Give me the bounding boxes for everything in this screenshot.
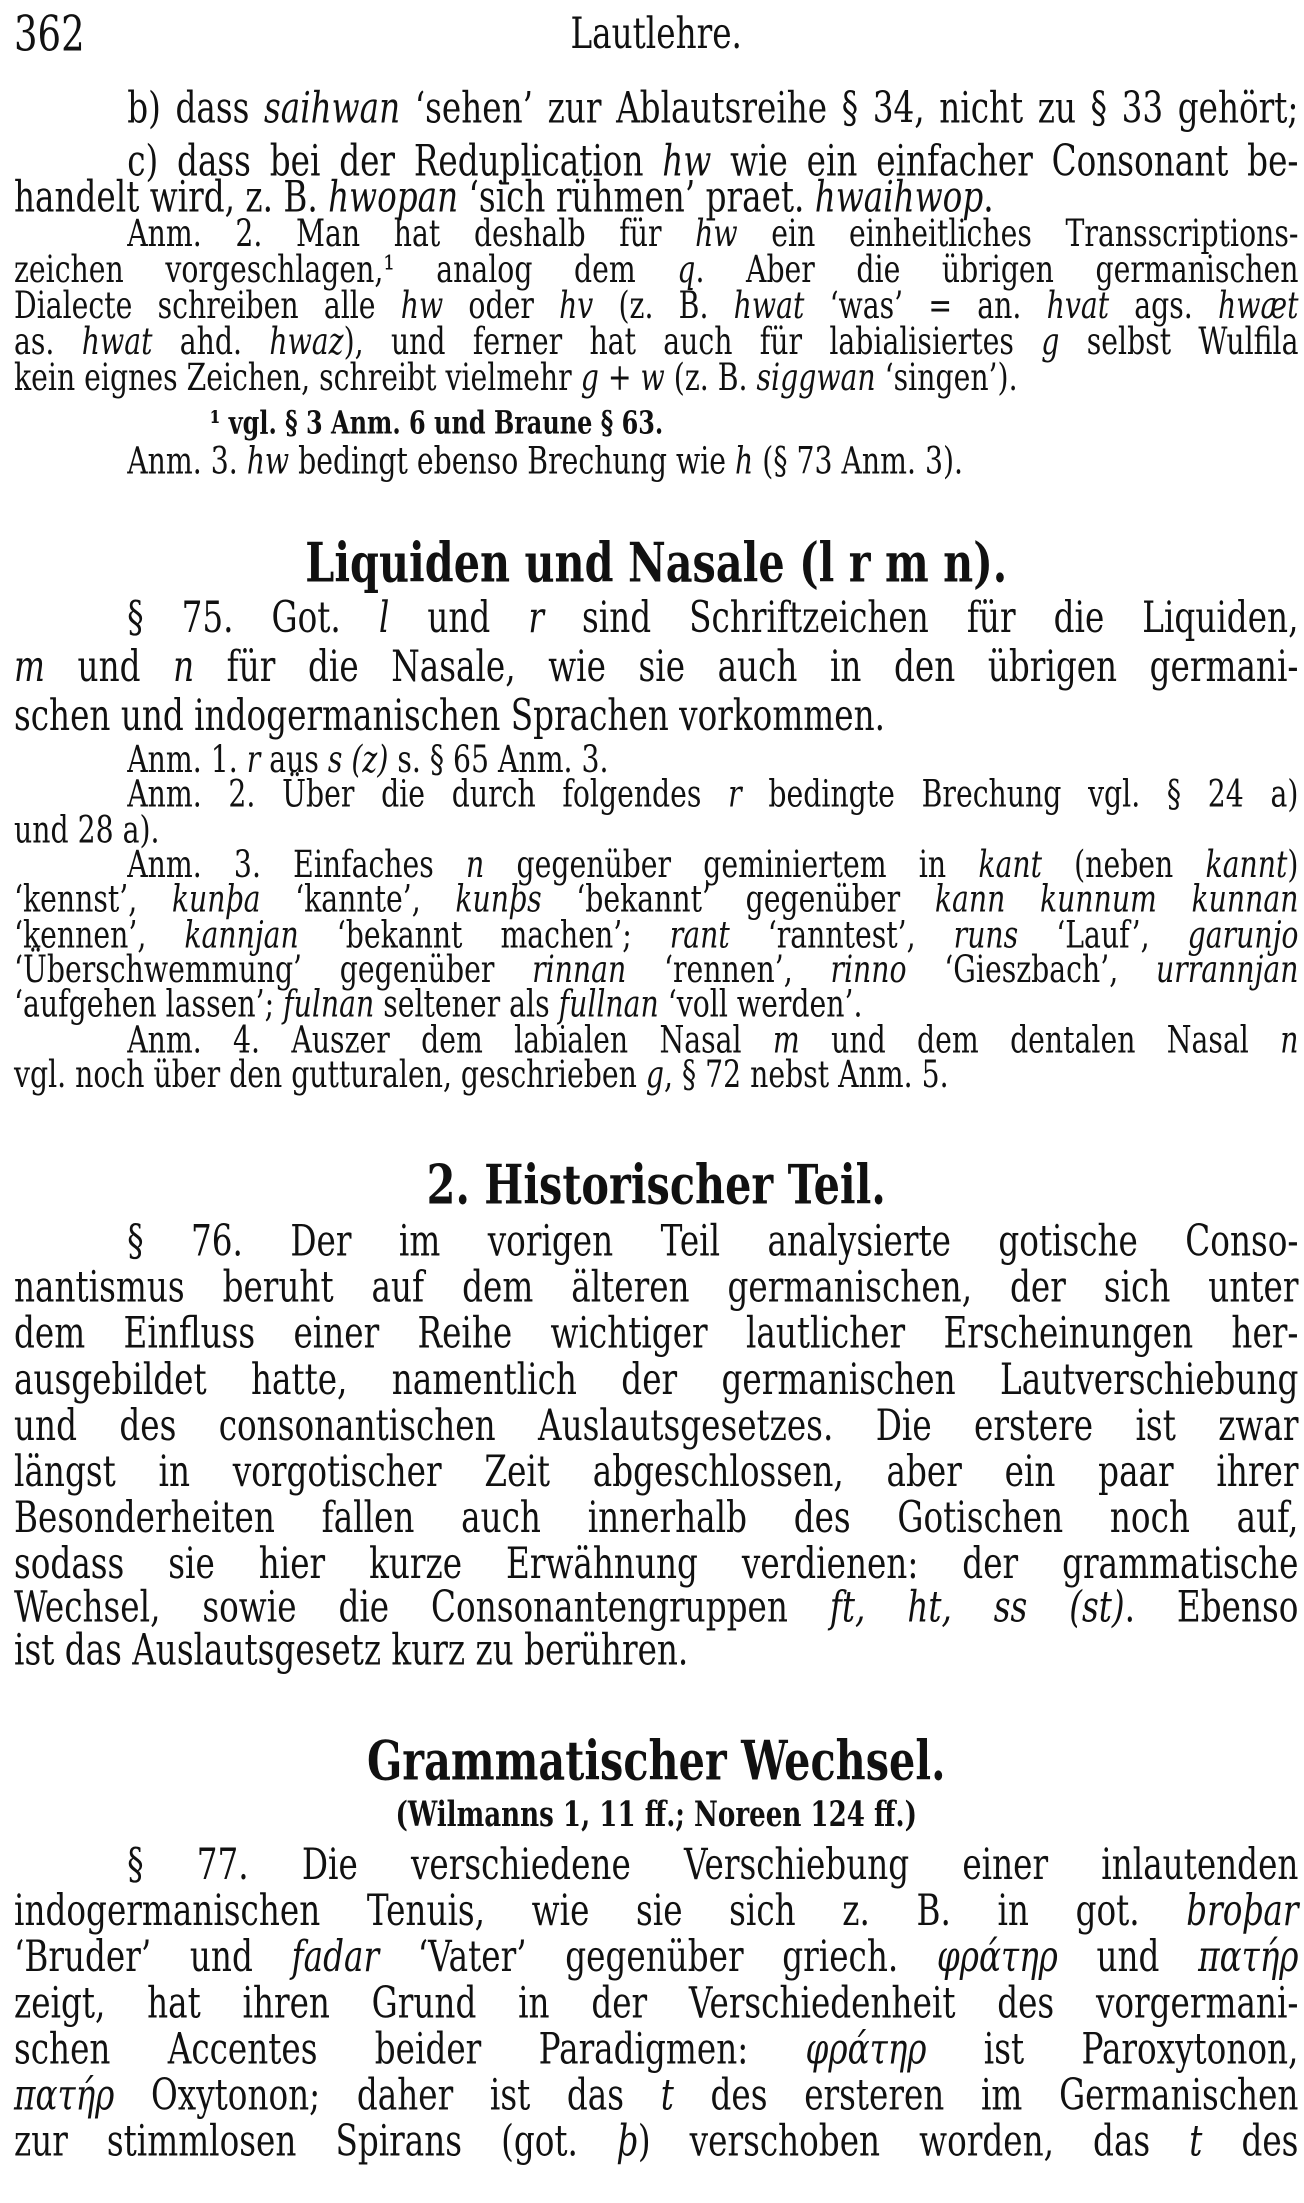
italic-term: n (1280, 1019, 1299, 1063)
section-reference: (Wilmanns 1, 11 ff.; Noreen 124 ff.) (395, 1792, 917, 1835)
italic-term: s (z) (327, 738, 389, 782)
paragraph-line: § 75. Got. l und r sind Schriftzeichen für die Liquiden, (127, 593, 1299, 644)
paragraph-line: sodass sie hier kurze Erwähnung verdienen: der grammatische (14, 1539, 1299, 1590)
note-line: Anm. 4. Auszer dem labialen Nasal m und dem dentalen Nasal n (127, 1019, 1299, 1063)
paragraph-line: dem Einfluss einer Reihe wichtiger lautlicher Erscheinungen her- (14, 1308, 1299, 1360)
note-line: kein eignes Zeichen, schreibt vielmehr g + w (z. B. siggwan ‘singen’). (14, 357, 1018, 401)
italic-term: rinno (830, 948, 907, 993)
paragraph-line: nantismus beruht auf dem älteren germanischen, der sich unter (14, 1262, 1299, 1314)
italic-term: φράτηρ (936, 1932, 1058, 1983)
paragraph-line: schen und indogermanischen Sprachen vorkommen. (14, 691, 886, 742)
paragraph-line: ausgebildet hatte, namentlich der germanischen Lautverschiebung (14, 1354, 1299, 1406)
note-line: as. hwat ahd. hwaz), und ferner hat auch für labialisiertes g selbst Wulfila (14, 321, 1299, 365)
italic-term: hwaz (269, 321, 344, 365)
italic-term: πατήρ (14, 2070, 115, 2121)
italic-term: g (645, 1053, 664, 1098)
italic-term: hwæt (1218, 285, 1299, 329)
paragraph-line: zur stimmlosen Spirans (got. þ) verschoben worden, das t des (14, 2116, 1299, 2168)
note-line: Dialecte schreiben alle hw oder hv (z. B. hwat ‘was’ = an. hvat ags. hwæt (14, 285, 1299, 329)
italic-term: rant (669, 914, 730, 958)
italic-term: kunþa (171, 878, 261, 922)
running-head (14, 6, 1298, 75)
note-line: ‘Überschwemmung’ gegenüber rinnan ‘rennen’, rinno ‘Gieszbach’, urrannjan (14, 948, 1299, 993)
italic-term: hwat (733, 285, 805, 329)
italic-term: r (528, 593, 544, 644)
italic-term: w (640, 357, 665, 401)
italic-term: q (677, 249, 696, 293)
italic-term: g (580, 357, 599, 401)
italic-term: kunþs (455, 878, 542, 922)
italic-term: φράτηρ (805, 2024, 927, 2075)
paragraph-line: πατήρ Oxytonon; daher ist das t des ersteren im Germanischen (14, 2070, 1299, 2121)
note-line: Anm. 3. Einfaches n gegenüber geminiertem in kant (neben kannt) (127, 843, 1299, 887)
italic-term: hvat (1046, 285, 1110, 329)
note-line: Anm. 2. Man hat deshalb für hw ein einheitliches Transscriptions- (127, 213, 1299, 257)
italic-term: fullnan (558, 983, 659, 1027)
italic-term: hwaihwop (814, 172, 984, 224)
page-number: 362 (14, 6, 85, 64)
italic-term: hw (400, 285, 444, 329)
paragraph-line: und des consonantischen Auslautsgesetzes. Die erstere ist zwar (14, 1400, 1299, 1452)
footnote: ¹ vgl. § 3 Anm. 6 und Braune § 63. (209, 404, 664, 443)
italic-term: l (378, 593, 390, 644)
italic-term: kannt (1205, 843, 1288, 887)
note-line: ‘kennst’, kunþa ‘kannte’, kunþs ‘bekannt’ gegenüber kann kunnum kunnan (14, 878, 1299, 922)
italic-term: urrannjan (1155, 948, 1299, 993)
section-heading: Grammatischer Wechsel. (366, 1727, 946, 1793)
paragraph-line: Besonderheiten fallen auch innerhalb des Gotischen noch auf, (14, 1493, 1299, 1544)
italic-term: hw (246, 440, 290, 484)
italic-term: m (772, 1019, 800, 1063)
italic-term: r (246, 738, 261, 782)
paragraph-line: handelt wird, z. B. hwopan ‘sich rühmen’ praet. hwaihwop. (14, 172, 994, 224)
italic-term: t (660, 2070, 674, 2121)
italic-term: m (14, 642, 45, 693)
paragraph-line: ist das Auslautsgesetz kurz zu berühren. (14, 1625, 689, 1677)
italic-term: hwopan (328, 172, 459, 224)
paragraph-line: schen Accentes beider Paradigmen: φράτηρ ist Paroxytonon, (14, 2024, 1299, 2075)
italic-term: πατήρ (1198, 1932, 1299, 1983)
note-line: und 28 a). (14, 809, 160, 853)
italic-term: t (1189, 2116, 1203, 2168)
italic-term: siggwan (756, 357, 876, 401)
italic-term: broþar (1186, 1886, 1299, 1937)
paragraph-line: Wechsel, sowie die Consonantengruppen ft, ht, ss (st). Ebenso (14, 1582, 1299, 1633)
italic-term: þ (616, 2116, 638, 2168)
note-line: ‘kennen’, kannjan ‘bekannt machen’; rant ‘ranntest’, runs ‘Lauf’, garunjo (14, 914, 1299, 958)
note-line: vgl. noch über den gutturalen, geschrieben g, § 72 nebst Anm. 5. (14, 1053, 949, 1098)
italic-term: hw (695, 213, 738, 257)
note-line: Anm. 2. Über die durch folgendes r bedingte Brechung vgl. § 24 a) (127, 773, 1299, 817)
paragraph-line: zeigt, hat ihren Grund in der Verschiedenheit des vorgermani- (14, 1978, 1299, 2029)
paragraph-line: längst in vorgotischer Zeit abgeschlossen, aber ein paar ihrer (14, 1447, 1299, 1498)
italic-term: fulnan (283, 983, 375, 1027)
italic-term: r (728, 773, 742, 817)
paragraph-line: indogermanischen Tenuis, wie sie sich z. B. in got. broþar (14, 1886, 1299, 1937)
italic-term: h (735, 440, 754, 484)
italic-term: runs (953, 914, 1019, 958)
italic-term: rinnan (532, 948, 627, 993)
italic-term: hv (559, 285, 594, 329)
paragraph-line: § 77. Die verschiedene Verschiebung einer inlautenden (127, 1840, 1299, 1891)
italic-term: kant (978, 843, 1042, 887)
italic-term: fadar (291, 1932, 380, 1983)
running-head-title: Lautlehre. (570, 8, 742, 60)
italic-term: g (1041, 321, 1060, 365)
italic-term: n (466, 843, 485, 887)
paragraph-line: ‘Bruder’ und fadar ‘Vater’ gegenüber griech. φράτηρ und πατήρ (14, 1932, 1299, 1983)
italic-term: saihwan (263, 83, 401, 134)
note-line: Anm. 1. r aus s (z) s. § 65 Anm. 3. (127, 738, 609, 782)
italic-term: garunjo (1187, 914, 1299, 958)
paragraph-line: b) dass saihwan ‘sehen’ zur Ablautsreihe § 34, nicht zu § 33 gehört; (127, 83, 1299, 134)
italic-term: n (173, 642, 195, 693)
italic-term: hwat (81, 321, 153, 365)
italic-term: kann kunnum kunnan (934, 878, 1299, 922)
italic-term: kannjan (184, 914, 299, 958)
section-heading: Liquiden und Nasale (l r m n). (305, 529, 1008, 595)
paragraph-line: c) dass bei der Reduplication hw wie ein einfacher Consonant be- (127, 136, 1299, 188)
note-line: zeichen vorgeschlagen,¹ analog dem q. Aber die übrigen germanischen (14, 249, 1299, 293)
paragraph-line: m und n für die Nasale, wie sie auch in den übrigen germani- (14, 642, 1299, 693)
note-line: Anm. 3. hw bedingt ebenso Brechung wie h (§ 73 Anm. 3). (127, 440, 964, 484)
section-heading: 2. Historischer Teil. (426, 1151, 886, 1217)
paragraph-line: § 76. Der im vorigen Teil analysierte gotische Conso- (127, 1216, 1299, 1268)
italic-term: ft, ht, ss (st) (829, 1582, 1125, 1633)
italic-term: hw (662, 136, 712, 188)
note-line: ‘aufgehen lassen’; fulnan seltener als fullnan ‘voll werden’. (14, 983, 863, 1027)
